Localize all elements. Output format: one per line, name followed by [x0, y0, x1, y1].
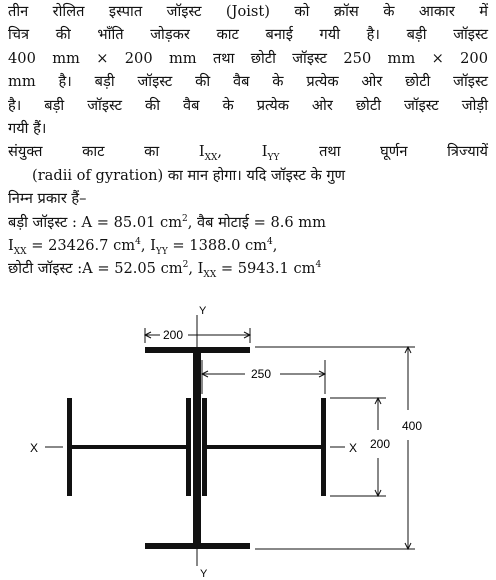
large-joist-bottom-flange	[145, 543, 250, 549]
dim-total-depth-label: 400	[402, 419, 423, 433]
small-joist-right-web	[207, 445, 321, 449]
large-joist-area: बड़ी जॉइस्ट : A = 85.01 $cm^2$, वैब मोटाई = 8.6 mm	[8, 213, 326, 231]
small-joist-left-inner-flange	[186, 398, 191, 496]
small-joist-properties: छोटी जॉइस्ट :A = 52.05 $cm^2$, $I_{XX} = 5943.1$ $cm^4$	[8, 260, 322, 281]
problem-text	[8, 0, 488, 281]
dim-small-span-label: 250	[251, 367, 272, 381]
small-joist-right-outer-flange	[321, 398, 326, 496]
question-line-2: (radii of gyration) का मान होगा। यदि जॉइस्ट के गुण	[32, 166, 346, 184]
cross-section-diagram	[0, 296, 496, 580]
small-joist-left-web	[72, 445, 186, 449]
paragraph-line: तीन रोलित इस्पात जॉइस्ट (Joist) को क्रॉस के आकार में	[8, 3, 488, 20]
paragraph-line: है। बड़ी जॉइस्ट की वैब के प्रत्येक ओर छोटी जॉइस्ट जोड़ी	[8, 96, 488, 114]
question-line-3: निम्न प्रकार हैं–	[8, 190, 87, 208]
question-line-1: संयुक्त काट का $I_{XX}$, $I_{YY}$ तथा घूर्णन त्रिज्यायें	[8, 143, 488, 164]
dim-top-flange-label: 200	[163, 328, 184, 342]
large-joist-inertia: $I_{XX} = 23426.7$ $cm^4$, $I_{YY} = 1388.0$ $cm^4$,	[8, 236, 278, 257]
paragraph-line: गयी हैं।	[8, 119, 47, 137]
small-joist-left	[67, 398, 191, 496]
small-joist-right	[202, 398, 326, 496]
large-joist-web	[193, 353, 201, 543]
paragraph-line: चित्र की भाँति जोड़कर काट बनाई गयी है। बड़ी जॉइस्ट	[8, 26, 488, 44]
large-joist-top-flange	[145, 347, 250, 353]
axis-x-right-label: X	[349, 441, 358, 455]
axis-y-bottom-label: Y	[200, 568, 208, 580]
axis-y-top-label: Y	[199, 305, 207, 317]
paragraph-line: mm है। बड़ी जॉइस्ट की वैब के प्रत्येक ओर छोटी जॉइस्ट	[8, 73, 488, 91]
dim-small-depth-label: 200	[370, 437, 391, 451]
paragraph-line: 400 mm × 200 mm तथा छोटी जॉइस्ट 250 mm × 200	[8, 49, 488, 67]
axis-x-left-label: X	[30, 441, 39, 455]
small-joist-left-outer-flange	[67, 398, 72, 496]
small-joist-right-inner-flange	[202, 398, 207, 496]
